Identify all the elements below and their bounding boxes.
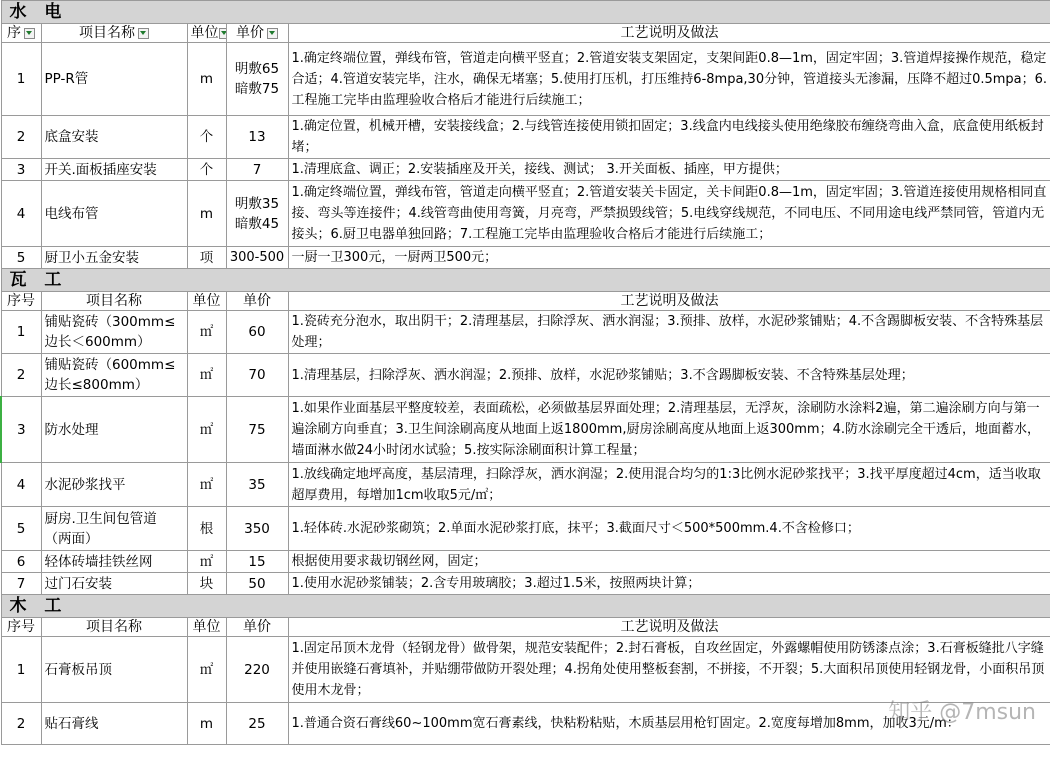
table-row xyxy=(1,181,1050,247)
row-price: 15 xyxy=(226,551,288,573)
row-desc: 1.放线确定地坪高度，基层清理，扫除浮灰，洒水润湿；2.使用混合均匀的1:3比例水泥砂浆找平；3.找平厚度超过4cm，适当收取超厚费用，每增加1cm收取5元/㎡； xyxy=(288,463,1050,507)
row-desc: 1.清理基层，扫除浮灰、洒水润湿；2.预排、放样，水泥砂浆铺贴；3.不含踢脚板安装、不含特殊基层处理； xyxy=(288,354,1050,397)
row-name: 水泥砂浆找平 xyxy=(41,463,187,507)
row-desc: 1.清理底盒、调正；2.安装插座及开关，接线、测试； 3.开关面板、插座，甲方提供； xyxy=(288,159,1050,181)
row-desc: 1.普通合资石膏线60~100mm宽石膏素线，快粘粉粘贴，木质基层用枪钉固定。2.宽度每增加8mm，加收3元/m： xyxy=(288,703,1050,745)
row-desc: 1.确定位置，机械开槽，安装接线盒；2.与线管连接使用锁扣固定；3.线盒内电线接头使用绝缘胶布缠绕弯曲入盒，底盒使用纸板封堵； xyxy=(288,116,1050,159)
col-header-name: 项目名称 xyxy=(41,618,187,637)
row-name: 石膏板吊顶 xyxy=(41,637,187,703)
row-price: 7 xyxy=(226,159,288,181)
filter-dropdown-icon[interactable] xyxy=(219,28,227,39)
row-desc: 根据使用要求裁切钢丝网，固定； xyxy=(288,551,1050,573)
row-no: 4 xyxy=(1,181,41,247)
col-header-unit: 单位 xyxy=(187,618,226,637)
col-header-unit[interactable]: 单位 xyxy=(187,24,226,43)
row-unit: 项 xyxy=(187,247,226,269)
col-header-no: 序号 xyxy=(1,618,41,637)
row-unit: m xyxy=(187,43,226,116)
row-no: 4 xyxy=(1,463,41,507)
row-no: 1 xyxy=(1,311,41,354)
col-header-no: 序号 xyxy=(1,292,41,311)
row-name: 铺贴瓷砖（300mm≤边长＜600mm） xyxy=(41,311,187,354)
table-row xyxy=(1,247,1050,269)
row-price: 70 xyxy=(226,354,288,397)
row-name: 铺贴瓷砖（600mm≤边长≤800mm） xyxy=(41,354,187,397)
table-row xyxy=(1,507,1050,551)
row-unit: 块 xyxy=(187,573,226,595)
row-no: 1 xyxy=(1,43,41,116)
row-price: 25 xyxy=(226,703,288,745)
watermark: 知乎 @7msun xyxy=(888,700,1036,725)
filter-dropdown-icon[interactable] xyxy=(24,28,35,39)
row-no: 2 xyxy=(1,116,41,159)
row-no: 5 xyxy=(1,507,41,551)
row-price: 350 xyxy=(226,507,288,551)
row-no: 2 xyxy=(1,354,41,397)
table-row xyxy=(1,551,1050,573)
table-row xyxy=(1,573,1050,595)
row-no: 2 xyxy=(1,703,41,745)
table-row xyxy=(1,637,1050,703)
section-title: 瓦 工 xyxy=(1,269,1050,292)
row-name: 贴石膏线 xyxy=(41,703,187,745)
row-no: 3 xyxy=(1,397,41,463)
row-unit: ㎡ xyxy=(187,551,226,573)
row-no: 5 xyxy=(1,247,41,269)
row-name: 防水处理 xyxy=(41,397,187,463)
row-price: 220 xyxy=(226,637,288,703)
column-header-row xyxy=(1,292,1050,311)
row-price: 明敷65 暗敷75 xyxy=(226,43,288,116)
section-header-plumbing-electric xyxy=(1,1,1050,24)
row-no: 3 xyxy=(1,159,41,181)
row-name: 开关.面板插座安装 xyxy=(41,159,187,181)
column-header-row xyxy=(1,24,1050,43)
row-unit: 个 xyxy=(187,159,226,181)
row-price: 50 xyxy=(226,573,288,595)
row-unit: 个 xyxy=(187,116,226,159)
col-header-desc: 工艺说明及做法 xyxy=(288,24,1050,43)
row-desc: 1.轻体砖.水泥砂浆砌筑；2.单面水泥砂浆打底，抹平；3.截面尺寸＜500*500mm.4.不含检修口； xyxy=(288,507,1050,551)
section-header-tiling xyxy=(1,269,1050,292)
table-row xyxy=(1,311,1050,354)
row-desc: 一厨一卫300元，一厨两卫500元； xyxy=(288,247,1050,269)
row-no: 1 xyxy=(1,637,41,703)
row-name: PP-R管 xyxy=(41,43,187,116)
table-row xyxy=(1,159,1050,181)
row-name: 电线布管 xyxy=(41,181,187,247)
row-unit: ㎡ xyxy=(187,463,226,507)
row-price: 75 xyxy=(226,397,288,463)
section-title: 水 电 xyxy=(1,1,1050,24)
row-no: 7 xyxy=(1,573,41,595)
table-row xyxy=(1,43,1050,116)
section-header-carpentry xyxy=(1,595,1050,618)
col-header-price[interactable]: 单价 xyxy=(226,24,288,43)
row-desc: 1.使用水泥砂浆铺装；2.含专用玻璃胶；3.超过1.5米，按照两块计算； xyxy=(288,573,1050,595)
row-desc: 1.瓷砖充分泡水，取出阴干；2.清理基层，扫除浮灰、洒水润湿；3.预排、放样，水泥砂浆铺贴；4.不含踢脚板安装、不含特殊基层处理； xyxy=(288,311,1050,354)
row-desc: 1.确定终端位置，弹线布管，管道走向横平竖直；2.管道安装关卡固定，关卡间距0.8—1m，固定牢固；3.管道连接使用规格相同直接、弯头等连接件；4.线管弯曲使用弯簧，月亮弯，严禁损毁线管；5.电线穿线规范，不同电压、不同用途电线严禁同管，管道内无接头；6.厨卫电器单独回路；7.工程施工完毕由监理验收合格后才能进行后续施工； xyxy=(288,181,1050,247)
row-desc: 1.固定吊顶木龙骨（轻钢龙骨）做骨架，规范安装配件；2.封石膏板，自攻丝固定，外露螺帽使用防锈漆点涂；3.石膏板缝批八字缝并使用嵌缝石膏填补，并贴绷带做防开裂处理；4.拐角处使用整板套割，不拼接，不开裂；5.大面积吊顶使用轻钢龙骨，小面积吊顶使用木龙骨； xyxy=(288,637,1050,703)
col-header-name[interactable]: 项目名称 xyxy=(41,24,187,43)
row-desc: 1.确定终端位置，弹线布管，管道走向横平竖直；2.管道安装支架固定，支架间距0.8—1m，固定牢固；3.管道焊接操作规范，稳定合适；4.管道安装完毕，注水，确保无堵塞；5.使用打压机，打压维持6-8mpa,30分钟，管道接头无渗漏，压降不超过0.5mpa；6.工程施工完毕由监理验收合格后才能进行后续施工； xyxy=(288,43,1050,116)
row-unit: 根 xyxy=(187,507,226,551)
col-header-price: 单价 xyxy=(226,292,288,311)
row-unit: ㎡ xyxy=(187,354,226,397)
column-header-row xyxy=(1,618,1050,637)
table-row xyxy=(1,397,1050,463)
filter-dropdown-icon[interactable] xyxy=(267,28,278,39)
row-unit: ㎡ xyxy=(187,637,226,703)
row-name: 轻体砖墙挂铁丝网 xyxy=(41,551,187,573)
col-header-no[interactable]: 序 xyxy=(1,24,41,43)
row-name: 底盒安装 xyxy=(41,116,187,159)
row-price: 明敷35 暗敷45 xyxy=(226,181,288,247)
row-price: 35 xyxy=(226,463,288,507)
col-header-name: 项目名称 xyxy=(41,292,187,311)
col-header-desc: 工艺说明及做法 xyxy=(288,618,1050,637)
row-unit: ㎡ xyxy=(187,311,226,354)
col-header-price: 单价 xyxy=(226,618,288,637)
row-price: 13 xyxy=(226,116,288,159)
row-desc: 1.如果作业面基层平整度较差，表面疏松，必须做基层界面处理；2.清理基层，无浮灰，涂刷防水涂料2遍，第二遍涂刷方向与第一遍涂刷方向垂直；3.卫生间涂刷高度从地面上返1800mm,厨房涂刷高度从地面上返300mm；4.防水涂刷完全干透后，地面蓄水，墙面淋水做24小时闭水试验；5.按实际涂刷面积计算工程量； xyxy=(288,397,1050,463)
table-row xyxy=(1,463,1050,507)
row-name: 厨房.卫生间包管道（两面） xyxy=(41,507,187,551)
row-unit: m xyxy=(187,703,226,745)
col-header-unit: 单位 xyxy=(187,292,226,311)
table-row xyxy=(1,354,1050,397)
row-price: 300-500 xyxy=(226,247,288,269)
row-price: 60 xyxy=(226,311,288,354)
table-row xyxy=(1,116,1050,159)
filter-dropdown-icon[interactable] xyxy=(138,28,149,39)
col-header-desc: 工艺说明及做法 xyxy=(288,292,1050,311)
row-name: 过门石安装 xyxy=(41,573,187,595)
row-name: 厨卫小五金安装 xyxy=(41,247,187,269)
row-unit: m xyxy=(187,181,226,247)
row-no: 6 xyxy=(1,551,41,573)
row-unit: ㎡ xyxy=(187,397,226,463)
section-title: 木 工 xyxy=(1,595,1050,618)
